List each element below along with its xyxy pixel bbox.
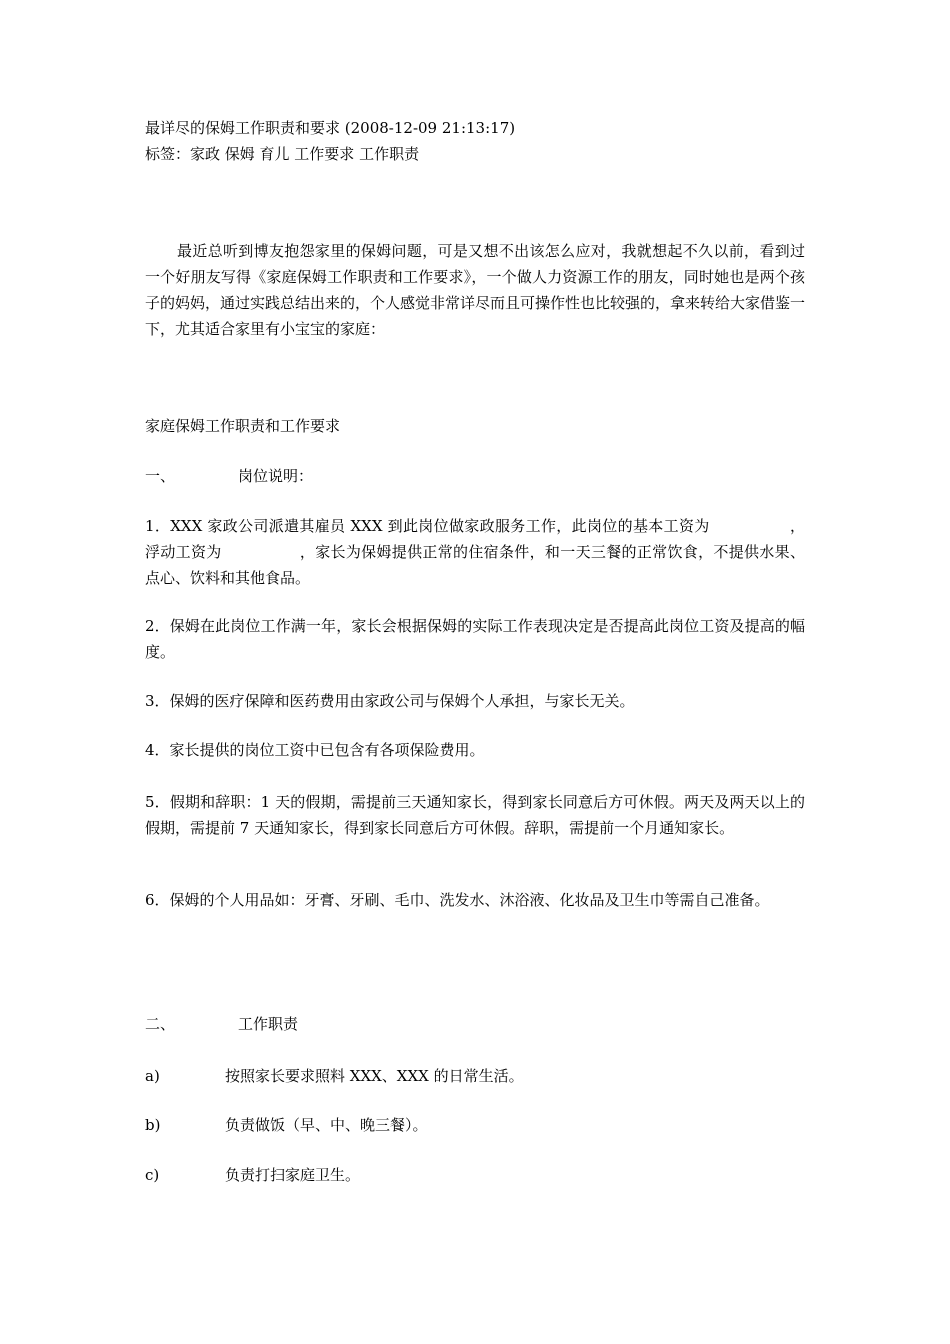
section1-item-1 xyxy=(145,513,805,591)
section1-item-4: 4．家长提供的岗位工资中已包含有各项保险费用。 xyxy=(145,741,485,759)
section2-number: 二、 xyxy=(145,1015,176,1033)
section2-item-a-text: 按照家长要求照料 XXX、XXX 的日常生活。 xyxy=(225,1067,524,1085)
section2-item-c-label: c) xyxy=(145,1166,160,1184)
item-1-part-2: ，浮动工资为 xyxy=(145,517,805,561)
item-1-part-3: ，家长为保姆提供正常的住宿条件，和一天三餐的正常饮食，不提供水果、点心、饮料和其他食品。 xyxy=(145,543,805,587)
section1-number: 一、 xyxy=(145,467,176,485)
page-title: 最详尽的保姆工作职责和要求 (2008-12-09 21:13:17) xyxy=(145,119,516,137)
intro-paragraph: 最近总听到博友抱怨家里的保姆问题，可是又想不出该怎么应对，我就想起不久以前，看到过一个好朋友写得《家庭保姆工作职责和工作要求》，一个做人力资源工作的朋友，同时她也是两个孩子的妈妈，通过实践总结出来的，个人感觉非常详尽而且可操作性也比较强的，拿来转给大家借鉴一下，尤其适合家里有小宝宝的家庭： xyxy=(145,242,806,338)
section1-item-2: 2．保姆在此岗位工作满一年，家长会根据保姆的实际工作表现决定是否提高此岗位工资及提高的幅度。 xyxy=(145,617,805,661)
section2-item-c-text: 负责打扫家庭卫生。 xyxy=(225,1166,361,1184)
item-1-part-1: 1．XXX 家政公司派遣其雇员 XXX 到此岗位做家政服务工作，此岗位的基本工资为 xyxy=(145,517,710,535)
section1-item-6: 6．保姆的个人用品如：牙膏、牙刷、毛巾、洗发水、沐浴液、化妆品及卫生巾等需自己准备。 xyxy=(145,891,770,909)
section2-item-b-label: b) xyxy=(145,1116,161,1134)
section2-title: 工作职责 xyxy=(238,1015,299,1033)
document-heading: 家庭保姆工作职责和工作要求 xyxy=(145,417,341,435)
section1-item-5: 5．假期和辞职：1 天的假期，需提前三天通知家长，得到家长同意后方可休假。两天及两天以上的假期，需提前 7 天通知家长，得到家长同意后方可休假。辞职，需提前一个月通知家长。 xyxy=(145,793,805,837)
section1-title: 岗位说明： xyxy=(238,467,314,485)
tags-line: 标签：家政 保姆 育儿 工作要求 工作职责 xyxy=(145,145,420,163)
section2-item-b-text: 负责做饭（早、中、晚三餐）。 xyxy=(225,1116,428,1134)
section1-item-3: 3．保姆的医疗保障和医药费用由家政公司与保姆个人承担，与家长无关。 xyxy=(145,692,635,710)
section2-item-a-label: a) xyxy=(145,1067,160,1085)
